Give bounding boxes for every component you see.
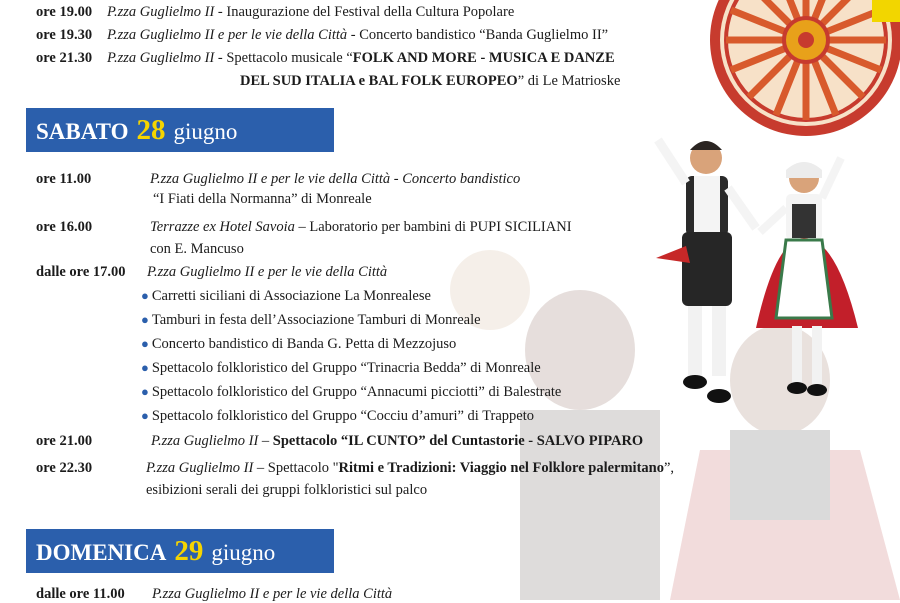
event-performer: ” di Le Matrioske: [517, 73, 621, 89]
day-month: giugno: [173, 119, 238, 144]
event-place: P.zza Guglielmo II e per le vie della Città: [152, 586, 393, 602]
event-time: ore 21.00: [36, 433, 93, 449]
bullet-icon: ●: [141, 288, 149, 303]
sicilian-cart-wheel-icon: [706, 0, 900, 140]
event-place: P.zza Guglielmo II: [107, 4, 215, 20]
event-description-continued: con E. Mancuso: [150, 241, 244, 257]
bullet-icon: ●: [141, 384, 149, 399]
event-time: ore 19.00: [36, 4, 93, 20]
event-place: Terrazze ex Hotel Savoia: [150, 219, 295, 235]
day-header-saturday: [26, 108, 334, 152]
event-description-continued: [240, 72, 620, 90]
list-item-text: Carretti siciliani di Associazione La Monrealese: [151, 288, 431, 304]
event-text: – Spettacolo ": [253, 460, 339, 476]
event-text: - Spettacolo musicale “: [214, 50, 353, 66]
event-title: Spettacolo “IL CUNTO” del Cuntastorie - SALVO PIPARO: [272, 433, 644, 449]
list-item: [141, 335, 456, 353]
event-text: - Inaugurazione del Festival della Cultura Popolare: [214, 4, 515, 20]
event-title: Ritmi e Tradizioni: Viaggio nel Folklore palermitano: [338, 460, 664, 476]
list-item-text: Spettacolo folkloristico del Gruppo “Annacumi picciotti” di Balestrate: [151, 384, 562, 400]
event-time: ore 21.30: [36, 50, 93, 66]
list-item-text: Tamburi in festa dell’Associazione Tamburi di Monreale: [151, 312, 481, 328]
event-place: P.zza Guglielmo II e per le vie della Città - Concerto bandistico: [150, 171, 521, 187]
event-place: P.zza Guglielmo II: [107, 50, 215, 66]
day-number: 29: [174, 535, 204, 567]
event-text: - Concerto bandistico “Banda Guglielmo II”: [347, 27, 609, 43]
event-description: [107, 3, 514, 21]
event-time: ore 16.00: [36, 219, 93, 235]
event-description: [107, 26, 608, 44]
event-time: ore 11.00: [36, 171, 92, 187]
event-text: –: [258, 433, 273, 449]
list-item-text: Spettacolo folkloristico del Gruppo “Cocciu d’amuri” di Trappeto: [151, 408, 535, 424]
event-text: – Laboratorio per bambini di PUPI SICILIANI: [294, 219, 572, 235]
event-title-continued: DEL SUD ITALIA e BAL FOLK EUROPEO: [240, 73, 518, 89]
list-item: [141, 359, 541, 377]
bullet-icon: ●: [141, 312, 149, 327]
event-time: ore 22.30: [36, 460, 93, 476]
event-title: FOLK AND MORE - MUSICA E DANZE: [352, 50, 615, 66]
event-description: [107, 49, 615, 67]
list-item: [141, 383, 561, 401]
event-description: [146, 459, 674, 477]
day-name: DOMENICA: [36, 540, 167, 565]
bullet-icon: ●: [141, 408, 149, 423]
list-item-text: Concerto bandistico di Banda G. Petta di Mezzojuso: [151, 336, 457, 352]
event-text-end: ”,: [663, 460, 675, 476]
yellow-corner-decoration: [872, 0, 900, 22]
event-description-continued: esibizioni serali dei gruppi folkloristici sul palco: [146, 482, 428, 498]
list-item: [141, 311, 481, 329]
event-time: dalle ore 11.00: [36, 586, 125, 602]
list-item-text: Spettacolo folkloristico del Gruppo “Trinacria Bedda” di Monreale: [151, 360, 541, 376]
bullet-icon: ●: [141, 360, 149, 375]
event-place: P.zza Guglielmo II e per le vie della Città: [147, 264, 388, 280]
day-name: SABATO: [36, 119, 129, 144]
event-place: P.zza Guglielmo II: [151, 433, 259, 449]
bullet-icon: ●: [141, 336, 149, 351]
event-description-continued: “I Fiati della Normanna” di Monreale: [153, 191, 372, 207]
event-description: [150, 218, 572, 236]
folk-dancers-illustration: [636, 128, 868, 418]
list-item: [141, 407, 534, 425]
event-time: dalle ore 17.00: [36, 264, 126, 280]
day-month: giugno: [211, 540, 276, 565]
list-item: [141, 287, 431, 305]
day-number: 28: [136, 114, 166, 146]
event-place: P.zza Guglielmo II e per le vie della Città: [107, 27, 348, 43]
event-description: [151, 432, 643, 450]
event-time: ore 19.30: [36, 27, 93, 43]
day-header-sunday: [26, 529, 334, 573]
event-place: P.zza Guglielmo II: [146, 460, 254, 476]
